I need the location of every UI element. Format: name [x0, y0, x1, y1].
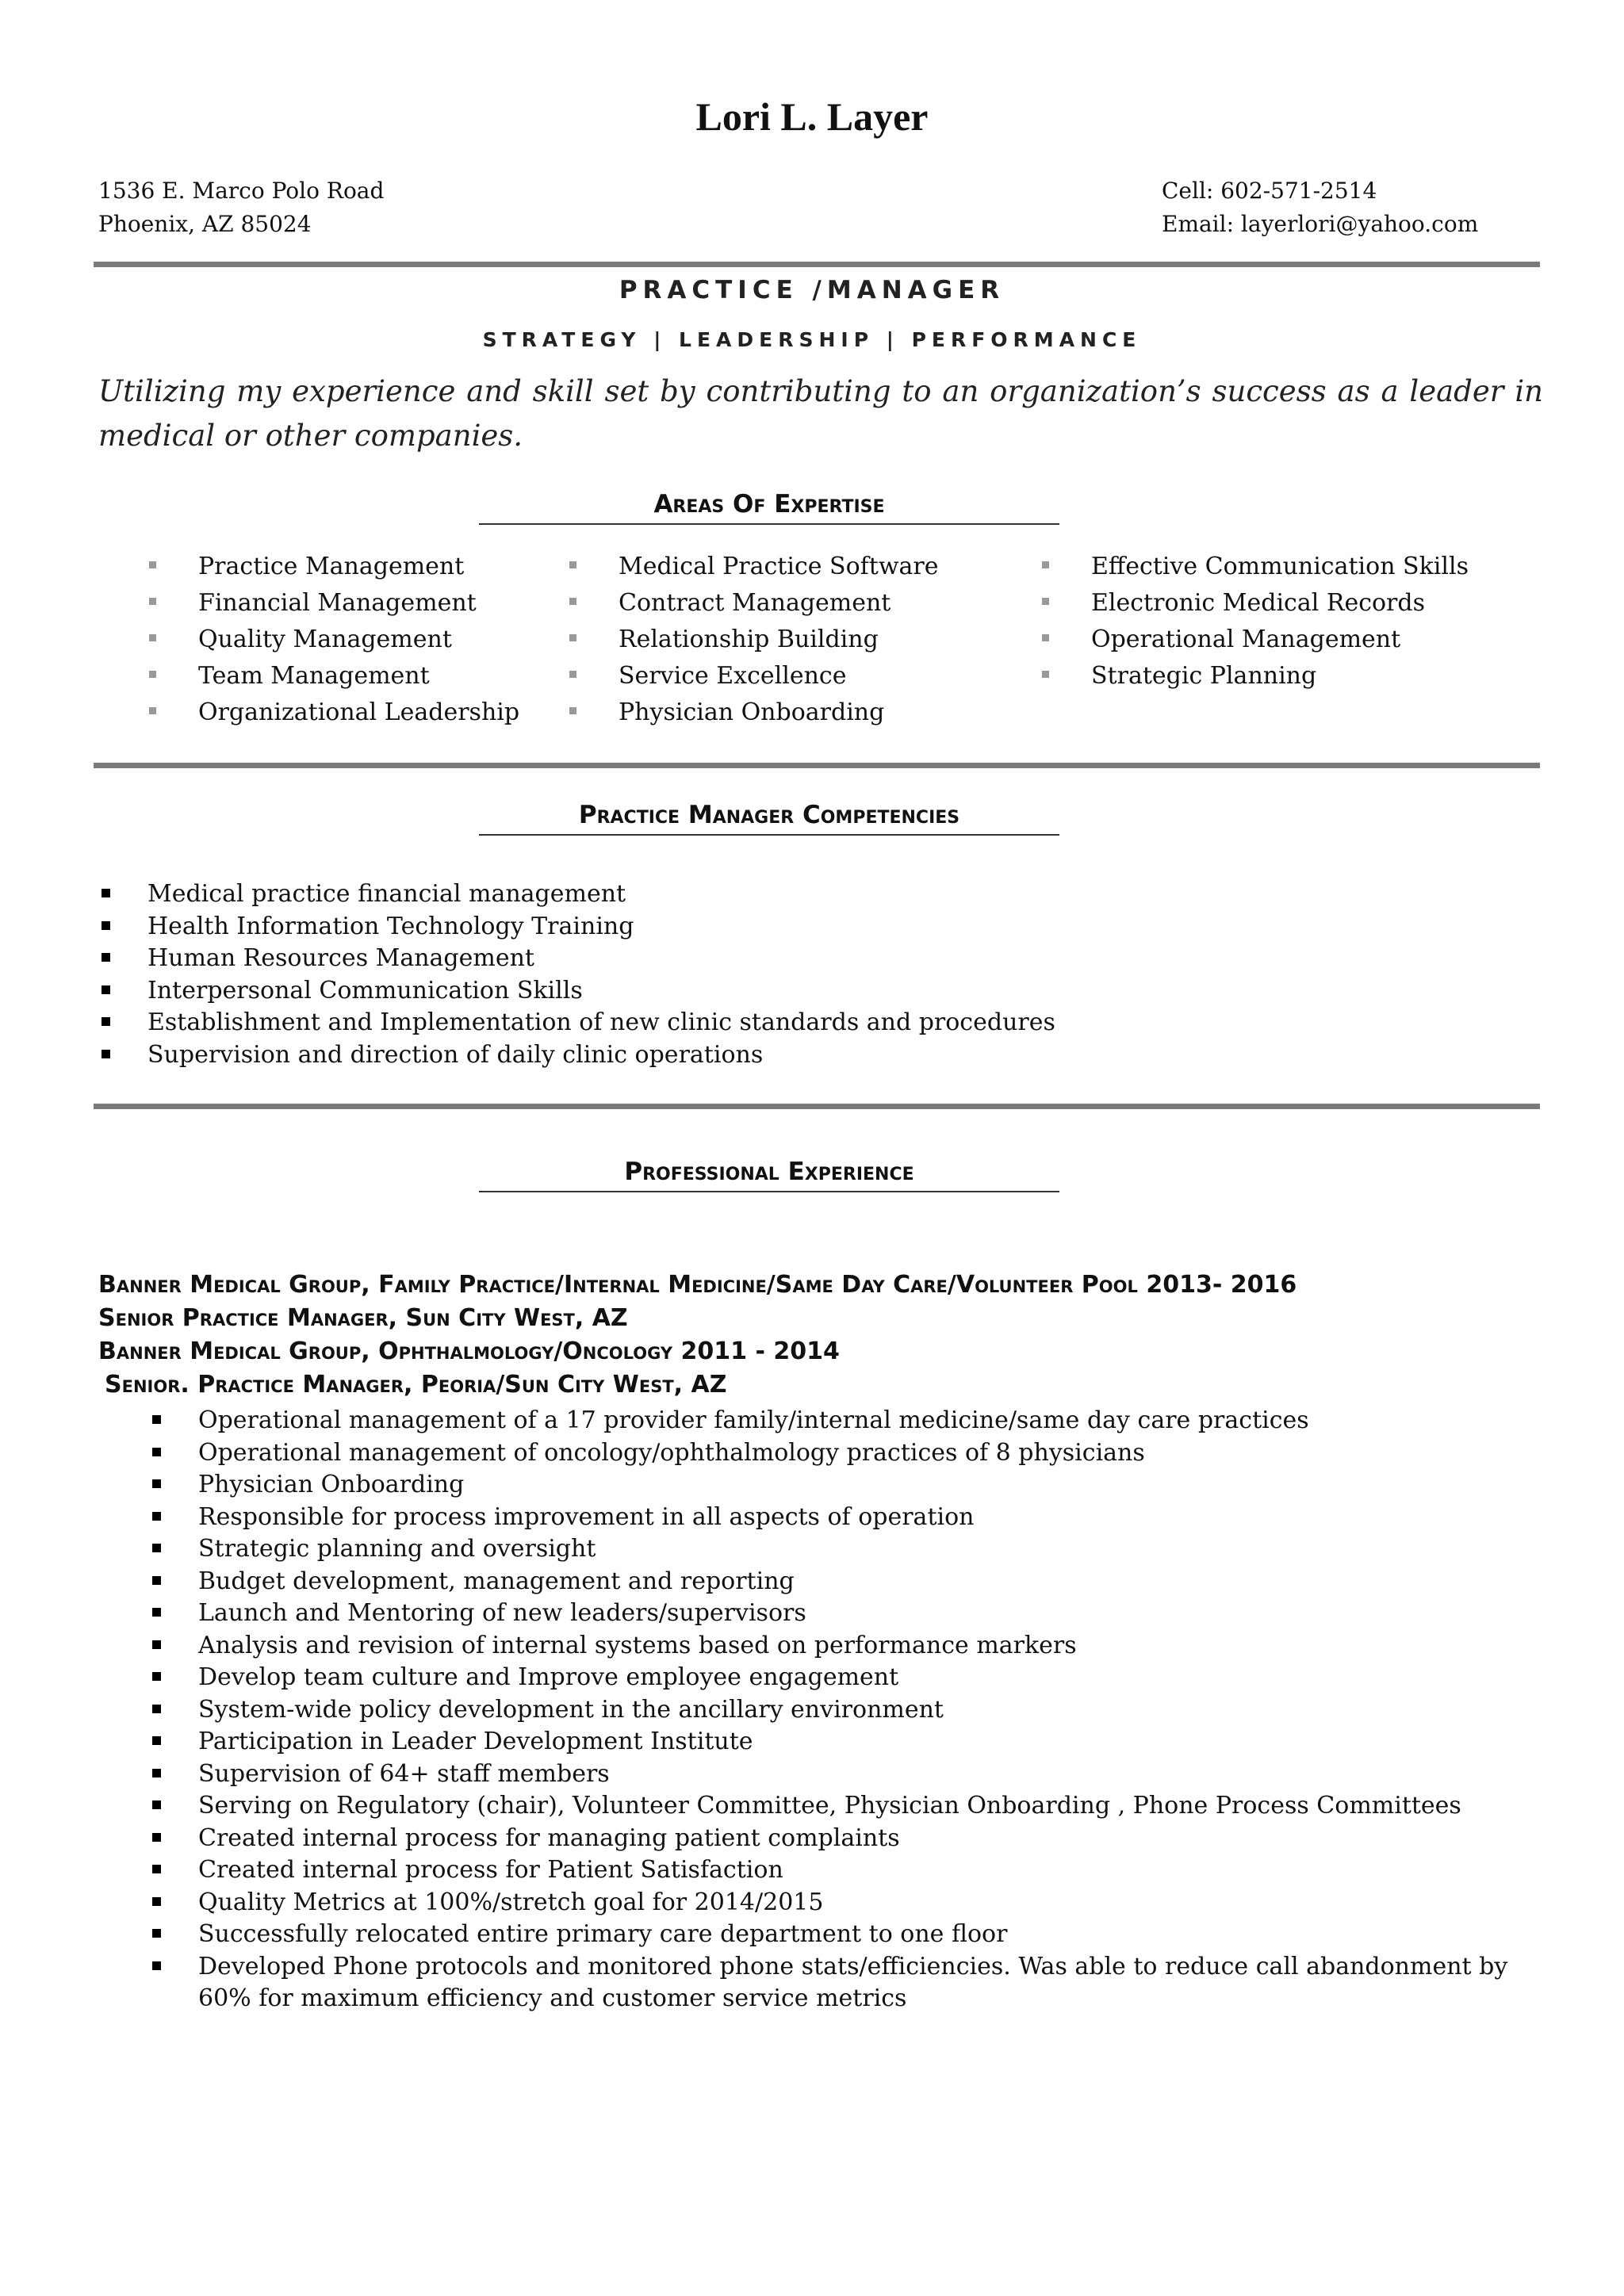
expertise-item: Financial Management	[149, 585, 519, 622]
competencies-list	[98, 878, 1055, 1071]
expertise-item: Team Management	[149, 658, 519, 695]
email-address: Email: layerlori@yahoo.com	[1162, 211, 1479, 237]
competency-item: Supervision and direction of daily clinic operations	[98, 1039, 1055, 1072]
experience-item: Develop team culture and Improve employee engagement	[149, 1662, 1529, 1694]
competency-item: Health Information Technology Training	[98, 911, 1055, 943]
experience-item: Operational management of oncology/ophthalmology practices of 8 physicians	[149, 1437, 1529, 1470]
experience-item: Responsible for process improvement in all aspects of operation	[149, 1502, 1529, 1534]
address-line-2: Phoenix, AZ 85024	[98, 211, 312, 237]
candidate-name: Lori L. Layer	[695, 94, 929, 139]
experience-item: Budget development, management and reporting	[149, 1566, 1529, 1598]
experience-item: Serving on Regulatory (chair), Volunteer Committee, Physician Onboarding , Phone Process Committees	[149, 1790, 1529, 1823]
experience-heading: Professional Experience	[479, 1158, 1059, 1192]
expertise-item: Organizational Leadership	[149, 695, 519, 731]
job-title-1: Senior Practice Manager, Sun City West, AZ	[98, 1304, 628, 1332]
experience-item: System-wide policy development in the ancillary environment	[149, 1694, 1529, 1727]
address-block	[98, 174, 384, 241]
competencies-heading: Practice Manager Competencies	[479, 801, 1059, 836]
expertise-item: Contract Management	[569, 585, 938, 622]
experience-item: Operational management of a 17 provider family/internal medicine/same day care practices	[149, 1405, 1529, 1437]
divider-rule	[94, 262, 1540, 267]
expertise-column-3	[1042, 549, 1469, 695]
divider-rule	[94, 763, 1540, 768]
job-employer-2: Banner Medical Group, Ophthalmology/Oncology 2011 - 2014	[98, 1337, 840, 1365]
expertise-item: Practice Management	[149, 549, 519, 585]
expertise-item: Relationship Building	[569, 622, 938, 658]
contact-block	[1162, 174, 1478, 241]
title-tagline: STRATEGY | LEADERSHIP | PERFORMANCE	[482, 328, 1142, 351]
experience-item: Strategic planning and oversight	[149, 1533, 1529, 1566]
experience-item: Successfully relocated entire primary care department to one floor	[149, 1919, 1529, 1951]
expertise-column-2	[569, 549, 938, 731]
experience-list	[149, 1405, 1529, 2015]
objective-statement: Utilizing my experience and skill set by contributing to an organization’s success as a leader in medical or other companies.	[98, 374, 1543, 453]
expertise-item: Strategic Planning	[1042, 658, 1469, 695]
competency-item: Interpersonal Communication Skills	[98, 975, 1055, 1008]
experience-item: Created internal process for Patient Satisfaction	[149, 1854, 1529, 1887]
experience-item: Participation in Leader Development Institute	[149, 1726, 1529, 1758]
expertise-heading: Areas Of Expertise	[479, 490, 1059, 525]
experience-item: Physician Onboarding	[149, 1469, 1529, 1502]
divider-rule	[94, 1104, 1540, 1109]
address-line-1: 1536 E. Marco Polo Road	[98, 178, 385, 204]
competency-item: Establishment and Implementation of new clinic standards and procedures	[98, 1007, 1055, 1039]
job-employer-1: Banner Medical Group, Family Practice/Internal Medicine/Same Day Care/Volunteer Pool 2013- 2016	[98, 1271, 1297, 1299]
experience-item: Created internal process for managing patient complaints	[149, 1823, 1529, 1855]
experience-item: Developed Phone protocols and monitored phone stats/efficiencies. Was able to reduce call abandonment by 60% for maximum efficiency and customer service metrics	[149, 1951, 1529, 2015]
job-title-2: Senior. Practice Manager, Peoria/Sun City West, AZ	[105, 1371, 727, 1399]
experience-item: Supervision of 64+ staff members	[149, 1758, 1529, 1791]
cell-phone: Cell: 602-571-2514	[1162, 178, 1377, 204]
experience-item: Launch and Mentoring of new leaders/supervisors	[149, 1598, 1529, 1630]
expertise-item: Service Excellence	[569, 658, 938, 695]
expertise-item: Electronic Medical Records	[1042, 585, 1469, 622]
competency-item: Human Resources Management	[98, 943, 1055, 975]
expertise-item: Operational Management	[1042, 622, 1469, 658]
experience-item: Analysis and revision of internal systems based on performance markers	[149, 1630, 1529, 1663]
expertise-item: Medical Practice Software	[569, 549, 938, 585]
competency-item: Medical practice financial management	[98, 878, 1055, 911]
professional-title: PRACTICE /MANAGER	[619, 276, 1005, 304]
expertise-item: Physician Onboarding	[569, 695, 938, 731]
expertise-item: Effective Communication Skills	[1042, 549, 1469, 585]
experience-item: Quality Metrics at 100%/stretch goal for 2014/2015	[149, 1887, 1529, 1919]
expertise-item: Quality Management	[149, 622, 519, 658]
expertise-column-1	[149, 549, 519, 731]
